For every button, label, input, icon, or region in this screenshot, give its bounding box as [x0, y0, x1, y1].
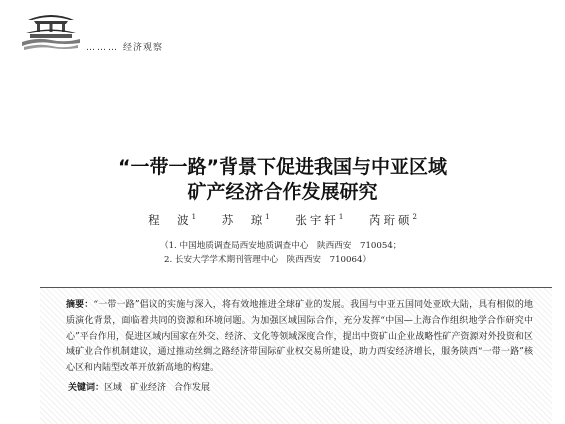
- affiliation-2: 2. 长安大学学术期刊管理中心 陕西西安 710064）: [164, 255, 372, 265]
- author-2: 苏 琼$^1$: [221, 213, 270, 227]
- author-list: [0, 212, 565, 228]
- section-label: [86, 40, 163, 53]
- keywords-label: 关键词：: [68, 383, 105, 393]
- abstract-label: 摘要：: [66, 300, 94, 310]
- author-1: 程 波$^1$: [148, 213, 197, 227]
- article-title-line-1: “一带一路”背景下促进我国与中亚区域: [118, 156, 447, 178]
- journal-logo-pavilion-icon: [22, 8, 80, 52]
- section-dots: ………: [86, 43, 119, 53]
- keyword-2: 矿业经济: [130, 383, 167, 393]
- author-4: 芮珩硕$^2$: [368, 213, 417, 227]
- article-title-line-2: 矿产经济合作发展研究: [187, 181, 378, 203]
- keyword-1: 区域: [104, 383, 123, 393]
- affiliations: [160, 239, 401, 267]
- abstract: [66, 298, 533, 377]
- abstract-text: “一带一路”倡议的实施与深入，将有效地推进全球矿业的发展。我国与中亚五国同处亚欧大陆，具有相似的地质演化背景，面临着共同的资源和环境问题。为加强区域国际合作，充分发挥“中国—上海合作组织地学合作研究中心”平台作用，促进区域内国家在外交、经济、文化等领域深度合作，提出中资矿山企业战略性矿产资源对外投资和区域矿业合作机制建议，通过推动丝绸之路经济带国际矿业权交易所建设，助力西安经济增长，服务陕西“一带一路”核心区和内陆型改革开放新高地的构建。: [66, 300, 533, 374]
- author-3: 张宇轩$^1$: [295, 213, 344, 227]
- affiliation-1: （1. 中国地质调查局西安地质调查中心 陕西西安 710054；: [160, 241, 402, 251]
- section-name: 经济观察: [123, 43, 164, 53]
- keywords: [68, 380, 218, 393]
- keyword-3: 合作发展: [174, 383, 211, 393]
